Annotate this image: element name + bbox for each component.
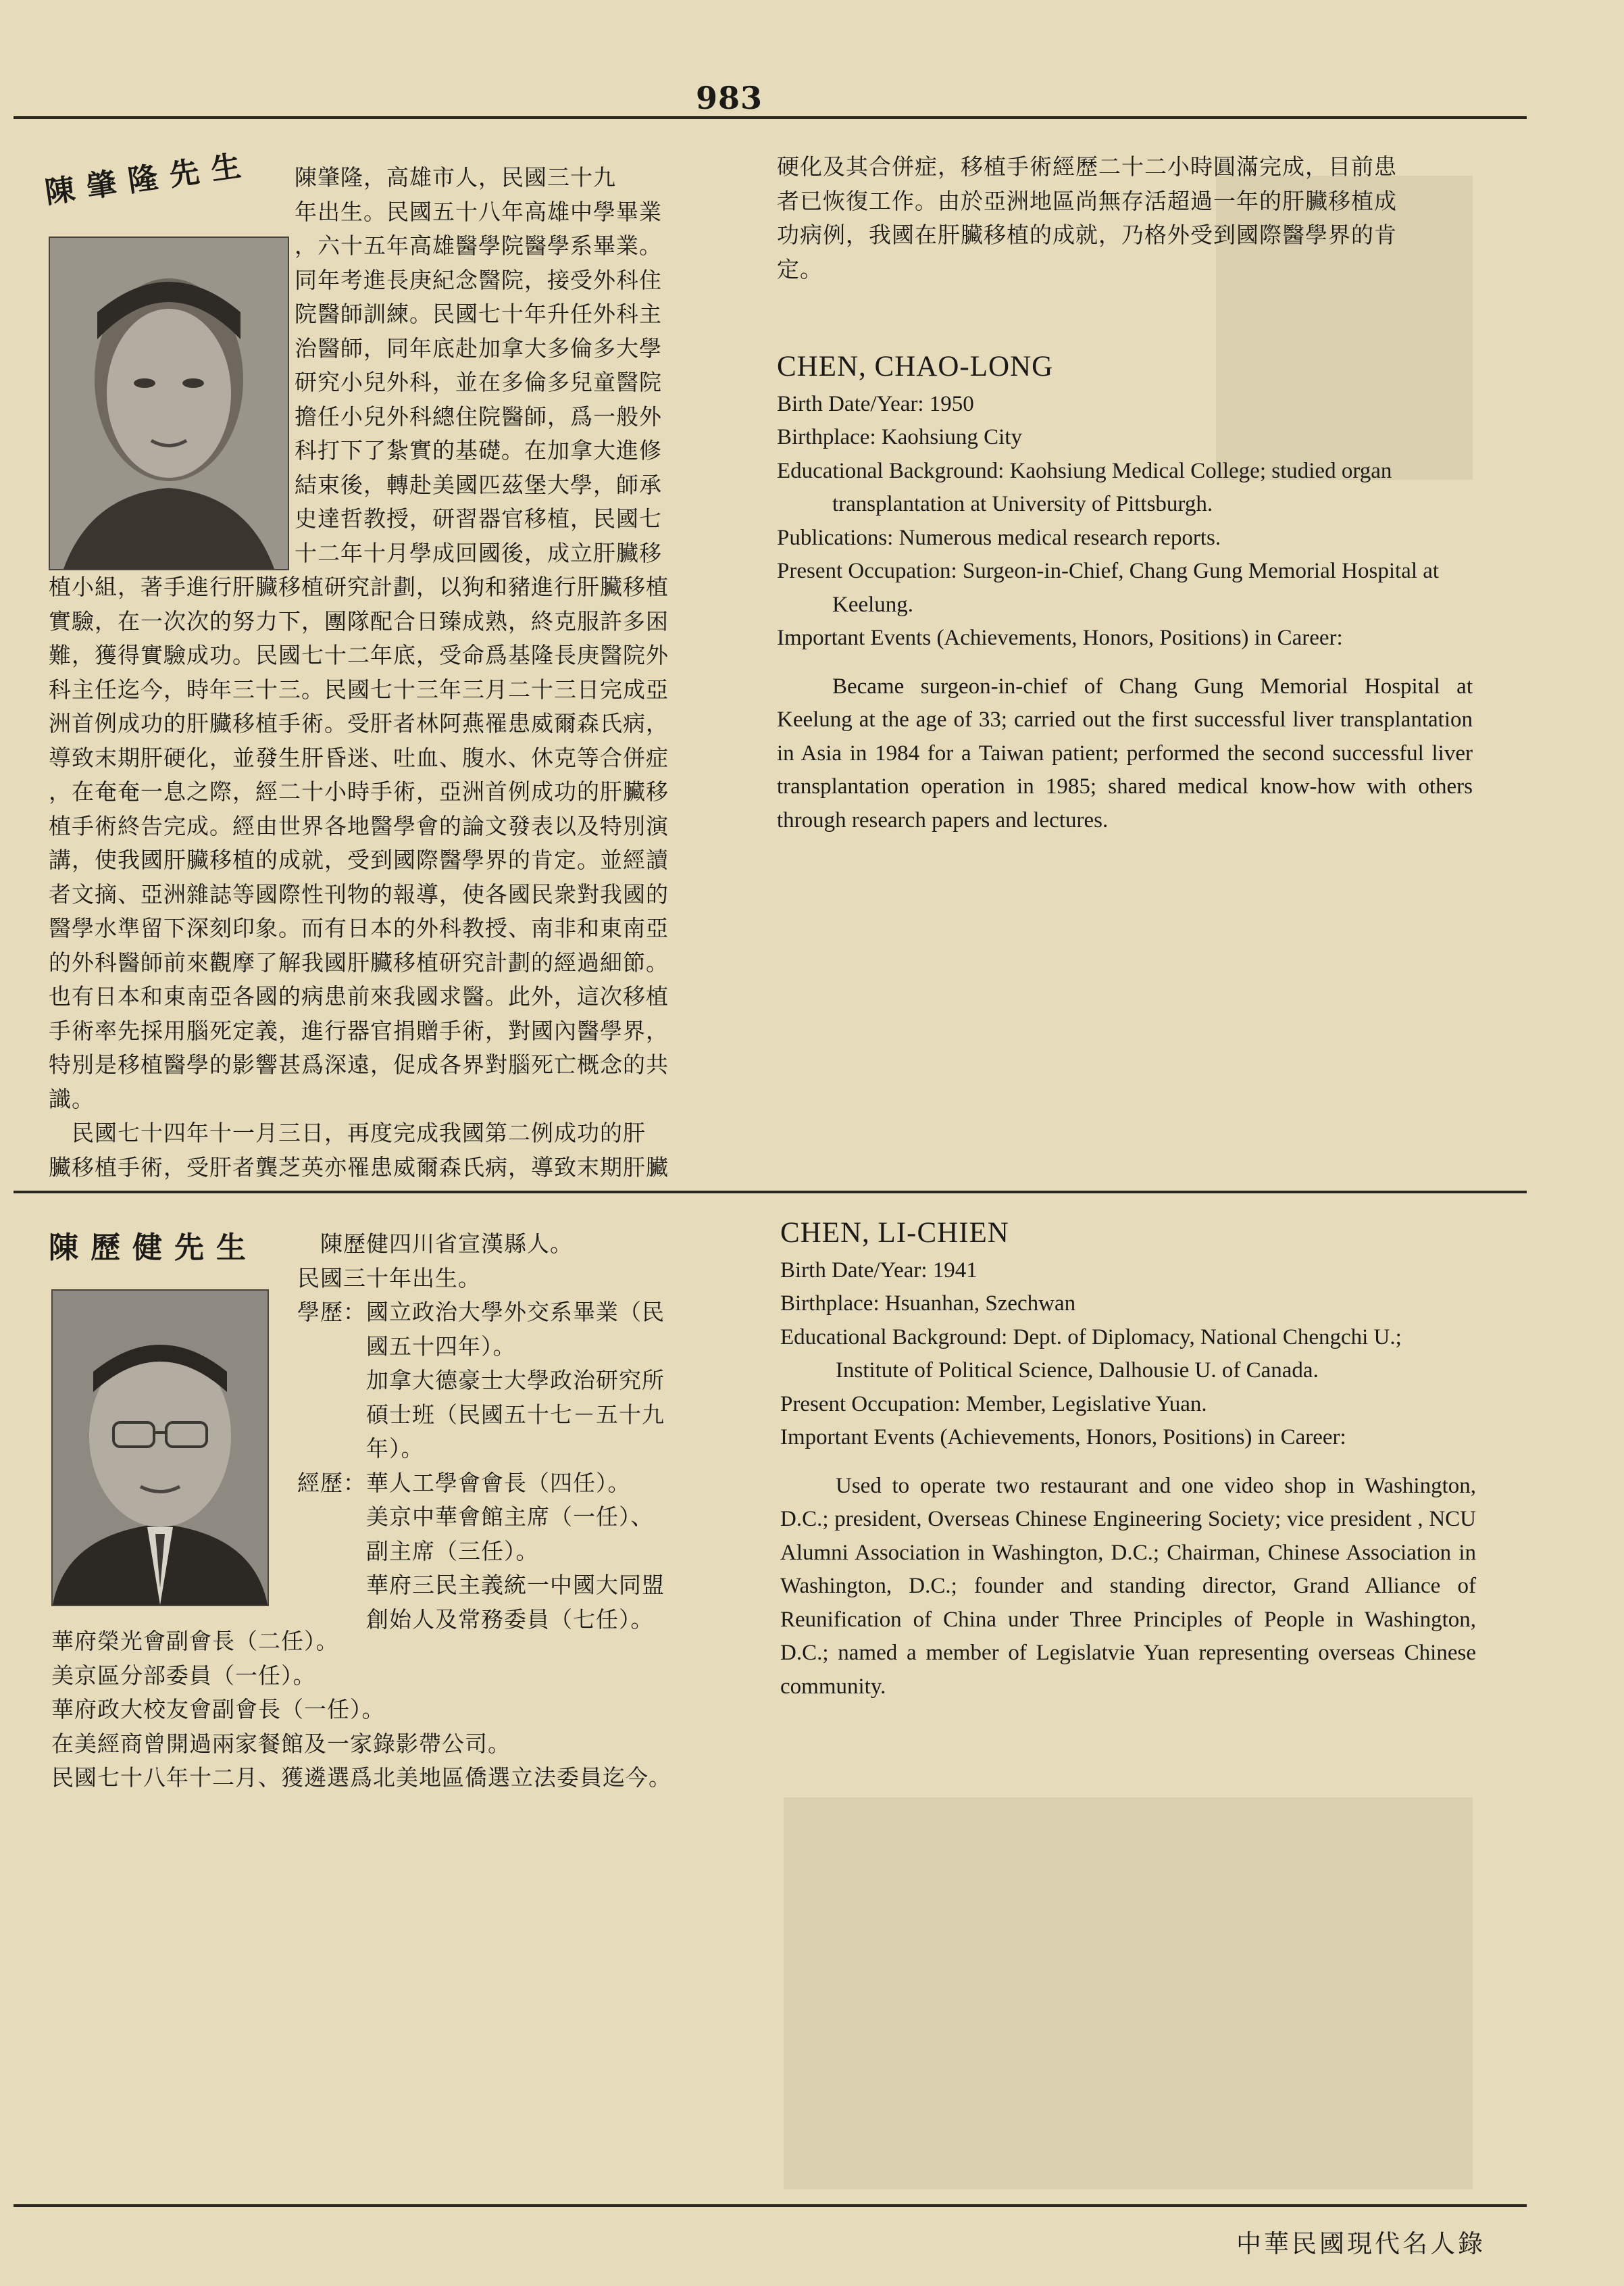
field-occupation	[780, 1388, 1476, 1422]
field-birthplace	[777, 421, 1473, 455]
english-section	[777, 350, 1473, 837]
field-label: Present Occupation:	[780, 1391, 961, 1416]
field-value: 1941	[932, 1258, 978, 1283]
page-number: 983	[696, 80, 763, 116]
field-education	[777, 455, 1473, 522]
field-important-events	[777, 622, 1473, 655]
entry-name-en: CHEN, CHAO-LONG	[777, 351, 1054, 382]
portrait-photo	[49, 237, 289, 570]
field-label: Educational Background:	[777, 458, 1005, 483]
field-important-events	[780, 1421, 1476, 1455]
field-label: Birth Date/Year:	[780, 1258, 928, 1283]
field-value: Kaohsiung City	[881, 425, 1022, 449]
field-label: Important Events (Achievements, Honors, Positions) in Career:	[777, 626, 1343, 650]
portrait-photo-image	[50, 238, 288, 569]
field-value: Kaohsiung Medical College; studied organ transplantation at University of Pittsburgh.	[832, 458, 1392, 516]
bio-zh-bottom: 植小組，著手進行肝臟移植研究計劃，以狗和豬進行肝臟移植 實驗，在一次次的努力下，團隊配合日臻成熟，終克服許多困 難，獲得實驗成功。民國七十二年底，受命爲基隆長庚醫院外 科主任迄今，時年三十三。民國七十三年三月二十三日完成亞 洲首例成功的肝臟移植手術。受肝者林阿燕罹患威爾森氏病， 導致末期肝硬化，並發生肝昏迷、吐血、腹水、休克等合併症 ，在奄奄一息之際，經二十小時手術，亞洲首例成功的肝臟移 植手術終告完成。經由世界各地醫學會的論文發表以及特別演 講，使我國肝臟移植的成就，受到國際醫學界的肯定。並經讀 者文摘、亞洲雜誌等國際性刊物的報導，使各國民衆對我國的 醫學水準留下深刻印象。而有日本的外科教授、南非和東南亞 的外科醫師前來觀摩了解我國肝臟移植研究計劃的經過細節。 也有日本和東南亞各國的病患前來我國求醫。此外，這次移植 手術率先採用腦死定義，進行器官捐贈手術，對國內醫學界， 特別是移植醫學的影響甚爲深遠，促成各界對腦死亡概念的共 識。 民國七十四年十一月三日，再度完成我國第二例成功的肝 臟移植手術，受肝者龔芝英亦罹患威爾森氏病，導致末期肝臟	[49, 574, 669, 1181]
entry-name-zh: 陳歷健先生	[49, 1231, 258, 1265]
portrait-photo-image	[53, 1291, 268, 1605]
top-rule	[14, 116, 1527, 119]
entry-divider	[14, 1191, 1527, 1193]
bio-zh-continued: 硬化及其合併症，移植手術經歷二十二小時圓滿完成，目前患 者已恢復工作。由於亞洲地區尚無存活超過一年的肝臟移植成 功病例，我國在肝臟移植的成就，乃格外受到國際醫學界的肯 定。	[777, 153, 1397, 282]
field-birth-date	[780, 1254, 1476, 1288]
footer-book-title: 中華民國現代名人錄	[1236, 2229, 1486, 2258]
field-label: Important Events (Achievements, Honors, Positions) in Career:	[780, 1425, 1346, 1449]
field-value: 1950	[929, 391, 974, 416]
portrait-photo	[51, 1289, 269, 1606]
field-occupation	[777, 555, 1473, 622]
field-value: Dept. of Diplomacy, National Chengchi U.; Institute of Political Science, Dalhousie U. of Canada.	[836, 1324, 1402, 1383]
field-value: Hsuanhan, Szechwan	[884, 1291, 1076, 1316]
bio-zh-bottom: 華府榮光會副會長（二任）。 美京區分部委員（一任）。 華府政大校友會副會長（一任）。 在美經商曾開過兩家餐館及一家錄影帶公司。 民國七十八年十二月、獲遴選爲北美地區僑選立法委員迄今。	[51, 1628, 671, 1791]
field-label: Educational Background:	[780, 1324, 1008, 1349]
field-label: Birthplace:	[777, 425, 876, 449]
career-summary-en: Used to operate two restaurant and one video shop in Washington, D.C.; president, Overseas Chinese Engineering Society; vice president , NCU Alumni Association in Washington, D.C.; Chairman, Chinese Association in Washington, D.C.; founder and standing director, Grand Alliance of Reunification of China under Three Principles of People in Washington, D.C.; named a member of Legislatvie Yuan representing overseas Chinese community.	[780, 1473, 1476, 1699]
field-publications	[777, 522, 1473, 555]
entry-name-zh: 陳肇隆先生	[43, 147, 255, 211]
field-education	[780, 1321, 1476, 1388]
field-label: Birth Date/Year:	[777, 391, 924, 416]
field-value: Member, Legislative Yuan.	[965, 1391, 1207, 1416]
entry-name-en: CHEN, LI-CHIEN	[780, 1217, 1009, 1249]
bio-zh-top: 陳歷健四川省宣漢縣人。 民國三十年出生。 學歷：國立政治大學外交系畢業（民 國五十四年）。 加拿大德豪士大學政治研究所 碩士班（民國五十七－五十九 年）。 經歷：華人工學會會長（四任）。 美京中華會館主席（一任）、 副主席（三任）。 華府三民主義統一中國大同盟 創始人及常務委員（七任）。	[297, 1231, 665, 1633]
field-value: Numerous medical research reports.	[898, 525, 1221, 550]
career-summary-en: Became surgeon-in-chief of Chang Gung Memorial Hospital at Keelung at the age of 33; carried out the first successful liver transplantation in Asia in 1984 for a Taiwan patient; performed the second successful liver transplantation operation in 1985; shared medical know-how with others through research papers and lectures.	[777, 674, 1473, 833]
field-birthplace	[780, 1287, 1476, 1321]
bio-zh-top: 陳肇隆，高雄市人，民國三十九 年出生。民國五十八年高雄中學畢業 ，六十五年高雄醫學院醫學系畢業。 同年考進長庚紀念醫院，接受外科住 院醫師訓練。民國七十年升任外科主 治醫師，同年底赴加拿大多倫多大學 研究小兒外科，並在多倫多兒童醫院 擔任小兒外科總住院醫師，爲一般外 科打下了紮實的基礎。在加拿大進修 結束後，轉赴美國匹茲堡大學，師承 史達哲教授，研習器官移植，民國七 十二年十月學成回國後，成立肝臟移	[295, 164, 662, 566]
english-section	[780, 1216, 1476, 1704]
field-label: Birthplace:	[780, 1291, 880, 1316]
field-value: Surgeon-in-Chief, Chang Gung Memorial Hospital at Keelung.	[832, 559, 1440, 617]
field-birth-date	[777, 388, 1473, 422]
bottom-rule	[14, 2204, 1527, 2207]
bleed-through-shade	[784, 1797, 1473, 2189]
field-label: Publications:	[777, 525, 894, 550]
field-label: Present Occupation:	[777, 559, 957, 583]
